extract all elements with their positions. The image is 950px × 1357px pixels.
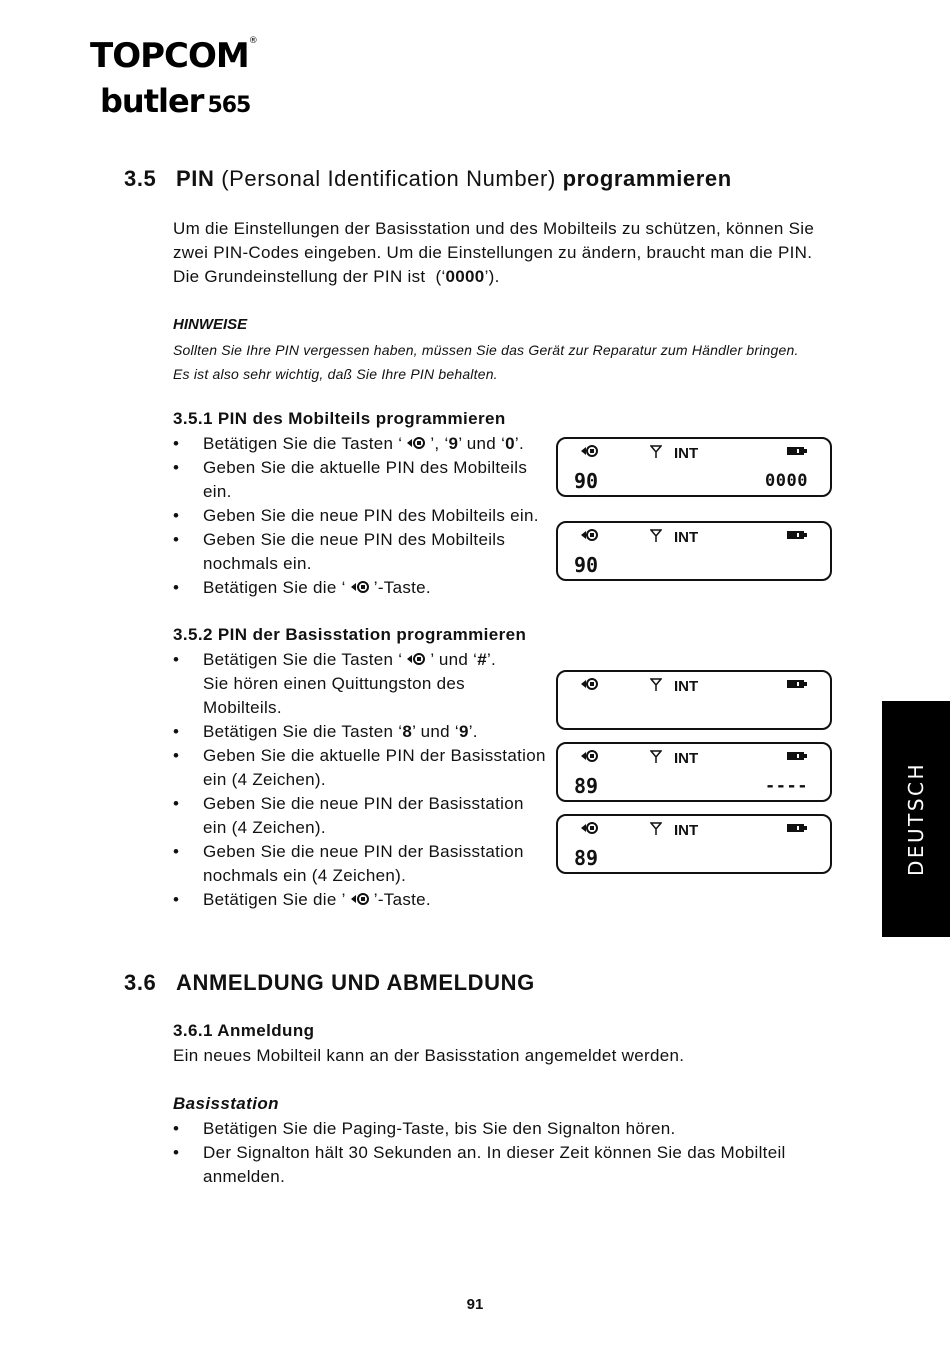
list-item (173, 888, 553, 912)
default-pin: 0000 (445, 267, 485, 286)
step-text: • Geben Sie die aktuelle PIN des Mobilteils (203, 458, 528, 477)
model-logo (100, 82, 250, 120)
battery-icon (786, 679, 808, 689)
menu-key-icon (405, 652, 427, 666)
lcd-code: 90 (574, 469, 599, 493)
brand-name: TOPCOM (90, 36, 249, 76)
lcd-status: INT (674, 529, 699, 546)
intro-paragraph (173, 217, 814, 289)
key-label: # (477, 650, 487, 669)
lcd-status: INT (674, 822, 699, 839)
trademark-symbol: ® (248, 36, 257, 46)
section-title: ANMELDUNG UND ABMELDUNG (176, 970, 535, 995)
step-text: ’ und ‘ (412, 722, 459, 741)
menu-key-icon (405, 436, 427, 450)
step-text: nochmals ein. (203, 554, 312, 573)
lcd-pin-value: ---- (765, 776, 808, 796)
section-3-6-heading (124, 970, 535, 996)
page-number: 91 (466, 1296, 484, 1313)
lcd-display (556, 437, 832, 497)
subsection-3-6-1-heading: 3.6.1 Anmeldung (173, 1021, 315, 1040)
lcd-code: 89 (574, 846, 599, 870)
heading-programmieren: programmieren (562, 166, 732, 191)
model-number: 565 (207, 93, 251, 118)
basisstation-heading: Basisstation (173, 1094, 279, 1113)
step-text: Sie hören einen Quittungston des (203, 674, 465, 693)
lcd-display (556, 742, 832, 802)
steps-3-5-1 (173, 432, 553, 600)
intro-line: Um die Einstellungen der Basisstation und des Mobilteils zu schützen, können Sie (173, 219, 815, 238)
step-text: Mobilteils. (203, 698, 282, 717)
notes-text (173, 338, 799, 386)
menu-icon (580, 748, 598, 764)
list-item (173, 456, 553, 504)
battery-icon (786, 446, 808, 456)
menu-icon (580, 676, 598, 692)
section-number: 3.6 (124, 970, 157, 995)
key-label: 8 (402, 722, 413, 741)
battery-icon (786, 751, 808, 761)
steps-3-5-2 (173, 648, 553, 912)
step-text: ’. (486, 650, 497, 669)
antenna-icon (650, 678, 662, 692)
intro-line: zwei PIN-Codes eingeben. Um die Einstellungen zu ändern, braucht man die PIN. (173, 243, 813, 262)
menu-key-icon (349, 580, 371, 594)
intro-line (173, 265, 814, 289)
list-item (173, 1117, 853, 1141)
list-item (173, 432, 553, 456)
antenna-icon (650, 822, 662, 836)
step-text: Betätigen Sie die Tasten ‘ (203, 722, 403, 741)
list-item (173, 720, 553, 744)
steps-basisstation (173, 1117, 853, 1189)
lcd-code: 90 (574, 553, 599, 577)
list-item (173, 504, 553, 528)
subsection-3-5-1-heading: 3.5.1 PIN des Mobilteils programmieren (173, 409, 506, 428)
step-text: • Der Signalton hält 30 Sekunden an. In dieser Zeit können Sie das Mobilteil (203, 1143, 786, 1162)
brand-logo (90, 36, 257, 76)
step-text: Geben Sie die neue PIN des Mobilteils ein. (203, 506, 539, 525)
section-3-5-heading (124, 166, 732, 192)
step-text: ’-Taste. (373, 890, 431, 909)
list-item (173, 576, 553, 600)
step-text: Betätigen Sie die Tasten ‘ (203, 650, 403, 669)
section-number: 3.5 (124, 166, 157, 191)
lcd-display (556, 670, 832, 730)
model-name: butler (100, 82, 204, 120)
list-item (173, 1141, 853, 1189)
step-text: nochmals ein (4 Zeichen). (203, 866, 407, 885)
lcd-code: 89 (574, 774, 599, 798)
step-text: ein. (203, 482, 232, 501)
step-text: anmelden. (203, 1167, 286, 1186)
notes-heading: HINWEISE (173, 316, 248, 333)
step-text: • Geben Sie die aktuelle PIN der Basisstation (203, 746, 546, 765)
step-text: ’. (514, 434, 525, 453)
lcd-display (556, 521, 832, 581)
menu-icon (580, 820, 598, 836)
battery-icon (786, 823, 808, 833)
language-label: DEUTSCH (904, 761, 928, 877)
step-text: Betätigen Sie die ‘ (203, 578, 346, 597)
menu-icon (580, 443, 598, 459)
antenna-icon (650, 750, 662, 764)
intro-text: ’). (484, 267, 500, 286)
step-text: Betätigen Sie die Paging-Taste, bis Sie den Signalton hören. (203, 1119, 676, 1138)
battery-icon (786, 530, 808, 540)
menu-icon (580, 527, 598, 543)
antenna-icon (650, 529, 662, 543)
step-text: ’. (468, 722, 478, 741)
step-text: • Geben Sie die neue PIN des Mobilteils (203, 530, 506, 549)
lcd-status: INT (674, 750, 699, 767)
step-text: • Geben Sie die neue PIN der Basisstation (203, 842, 524, 861)
key-label: 0 (505, 434, 515, 453)
note-line: Sollten Sie Ihre PIN vergessen haben, müssen Sie das Gerät zur Reparatur zum Händler bringen. (173, 342, 799, 358)
step-text: Betätigen Sie die ’ (203, 890, 346, 909)
step-text: ’-Taste. (373, 578, 431, 597)
list-item (173, 528, 553, 576)
lcd-status: INT (674, 445, 699, 462)
subsection-3-5-2-heading: 3.5.2 PIN der Basisstation programmieren (173, 625, 527, 644)
step-text: ein (4 Zeichen). (203, 770, 326, 789)
language-tab (882, 701, 950, 937)
key-label: 9 (458, 722, 469, 741)
step-text: Betätigen Sie die Tasten ‘ (203, 434, 403, 453)
list-item (173, 648, 553, 720)
key-label: 9 (448, 434, 459, 453)
step-text: ’, ‘ (430, 434, 449, 453)
heading-pin-expansion: (Personal Identification Number) (214, 166, 563, 191)
menu-key-icon (349, 892, 371, 906)
step-text: ’ und ‘ (430, 650, 478, 669)
heading-pin: PIN (176, 166, 215, 191)
intro-text: Die Grundeinstellung der PIN ist (‘ (173, 267, 446, 286)
list-item (173, 792, 553, 840)
subsection-3-6-1-text: Ein neues Mobilteil kann an der Basisstation angemeldet werden. (173, 1046, 685, 1065)
list-item (173, 744, 553, 792)
step-text: • Geben Sie die neue PIN der Basisstation (203, 794, 524, 813)
list-item (173, 840, 553, 888)
lcd-status: INT (674, 678, 699, 695)
step-text: ’ und ‘ (458, 434, 506, 453)
note-line: Es ist also sehr wichtig, daß Sie Ihre PIN behalten. (173, 366, 498, 382)
lcd-display (556, 814, 832, 874)
lcd-pin-value: 0000 (765, 471, 808, 491)
step-text: ein (4 Zeichen). (203, 818, 326, 837)
antenna-icon (650, 445, 662, 459)
